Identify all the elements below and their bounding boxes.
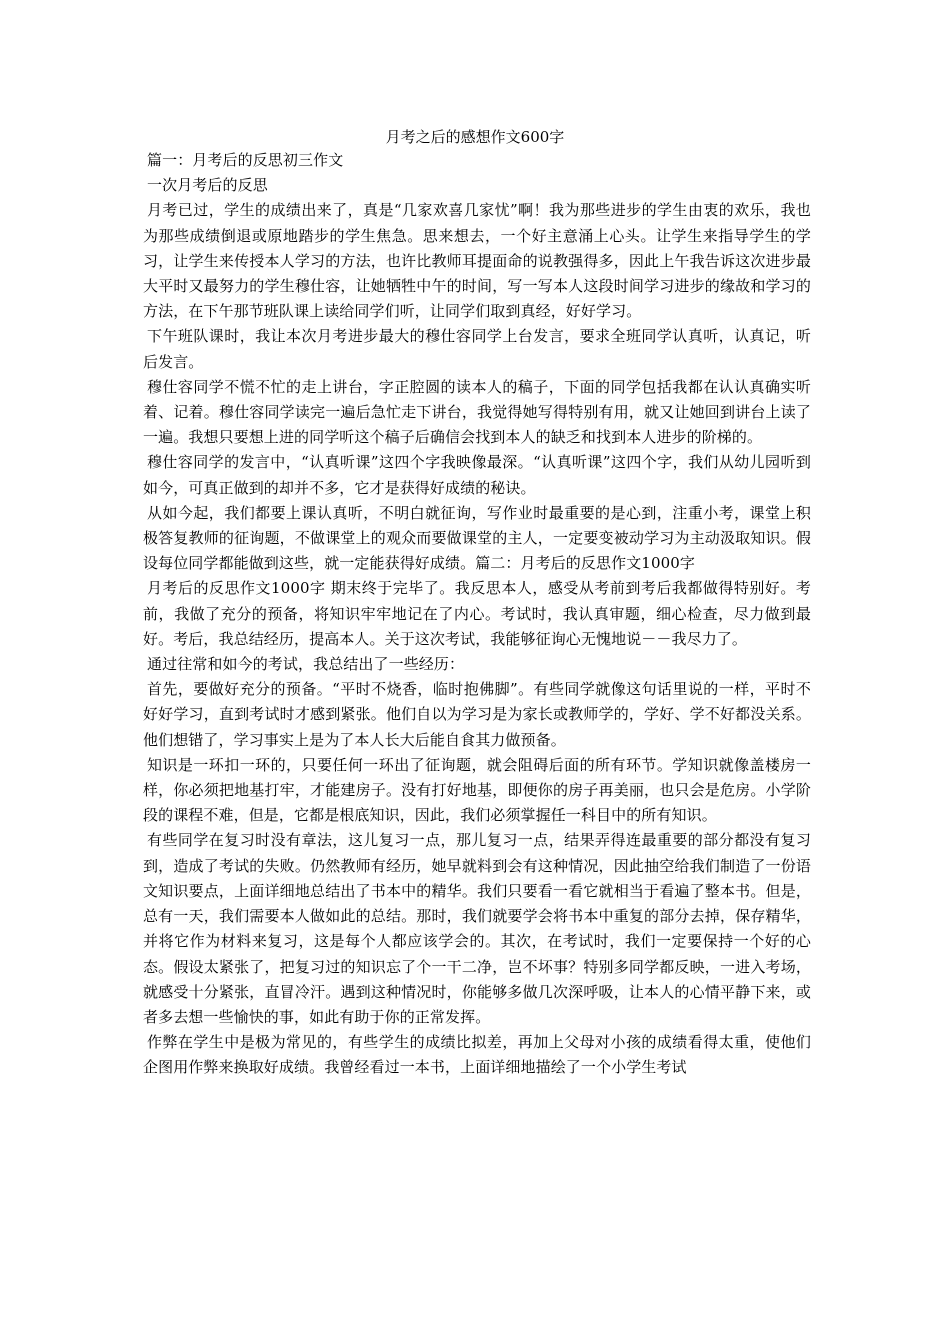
paragraph: 穆仕容同学不慌不忙的走上讲台，字正腔圆的读本人的稿子，下面的同学包括我都在认认真确实听着、记着。穆仕容同学读完一遍后急忙走下讲台，我觉得她写得特别有用，就又让她回到讲台上读了一遍。我想只要想上进的同学听这个稿子后确信会找到本人的缺乏和找到本人进步的阶梯的。: [143, 377, 811, 447]
paragraph: 从如今起，我们都要上课认真听，不明白就征询，写作业时最重要的是心到，注重小考，课堂上积极答复教师的征询题，不做课堂上的观众而要做课堂的主人，一定要变被动学习为主动汲取知识。假设每位同学都能做到这些，就一定能获得好成绩。篇二：月考后的反思作文1000字: [143, 503, 811, 573]
paragraph: 有些同学在复习时没有章法，这儿复习一点，那儿复习一点，结果弄得连最重要的部分都没有复习到，造成了考试的失败。仍然教师有经历，她早就料到会有这种情况，因此抽空给我们制造了一份语文知识要点，上面详细地总结出了书本中的精华。我们只要看一看它就相当于看遍了整本书。但是，总有一天，我们需要本人做如此的总结。那时，我们就要学会将书本中重复的部分去掉，保存精华，并将它作为材料来复习，这是每个人都应该学会的。其次，在考试时，我们一定要保持一个好的心态。假设太紧张了，把复习过的知识忘了个一干二净，岂不坏事？特别多同学都反映，一进入考场，就感受十分紧张，直冒冷汗。遇到这种情况时，你能够多做几次深呼吸，让本人的心情平静下来，或者多去想一些愉快的事，如此有助于你的正常发挥。: [143, 831, 811, 1026]
paragraph: 通过往常和如今的考试，我总结出了一些经历：: [147, 655, 465, 674]
section-heading-1: 篇一：月考后的反思初三作文: [147, 151, 344, 169]
essay-subtitle: 一次月考后的反思: [147, 176, 268, 195]
paragraph: 月考后的反思作文1000字 期末终于完毕了。我反思本人，感受从考前到考后我都做得特别好。考前，我做了充分的预备，将知识牢牢地记在了内心。考试时，我认真审题，细心检查，尽力做到最好。考后，我总结经历，提高本人。关于这次考试，我能够征询心无愧地说－－我尽力了。: [143, 579, 811, 648]
paragraph: 月考已过，学生的成绩出来了，真是“几家欢喜几家忧”啊！我为那些进步的学生由衷的欢乐，我也为那些成绩倒退或原地踏步的学生焦急。思来想去，一个好主意涌上心头。让学生来指导学生的学习，让学生来传授本人学习的方法，也许比教师耳提面命的说教强得多，因此上午我告诉这次进步最大平时又最努力的学生穆仕容，让她牺牲中午的时间，写一写本人这段时间学习进步的缘故和学习的方法，在下午那节班队课上读给同学们听，让同学们取到真经，好好学习。: [143, 201, 811, 321]
paragraph: 下午班队课时，我让本次月考进步最大的穆仕容同学上台发言，要求全班同学认真听，认真记，听后发言。: [143, 327, 811, 371]
paragraph: 穆仕容同学的发言中，“认真听课”这四个字我映像最深。“认真听课”这四个字，我们从幼儿园听到如今，可真正做到的却并不多，它才是获得好成绩的秘诀。: [143, 453, 811, 497]
paragraph: 知识是一环扣一环的，只要任何一环出了征询题，就会阻碍后面的所有环节。学知识就像盖楼房一样，你必须把地基打牢，才能建房子。没有打好地基，即便你的房子再美丽，也只会是危房。小学阶段的课程不难，但是，它都是根底知识，因此，我们必须掌握任一科目中的所有知识。: [143, 755, 811, 825]
paragraph: 作弊在学生中是极为常见的，有些学生的成绩比拟差，再加上父母对小孩的成绩看得太重，使他们企图用作弊来换取好成绩。我曾经看过一本书，上面详细地描绘了一个小学生考试: [143, 1033, 811, 1077]
paragraph: 首先，要做好充分的预备。“平时不烧香，临时抱佛脚”。有些同学就像这句话里说的一样，平时不好好学习，直到考试时才感到紧张。他们自以为学习是为家长或教师学的，学好、学不好都没关系。他们想错了，学习事实上是为了本人长大后能自食其力做预备。: [143, 680, 811, 749]
document-title: 月考之后的感想作文600字: [385, 128, 565, 146]
document-body: [143, 148, 811, 1081]
